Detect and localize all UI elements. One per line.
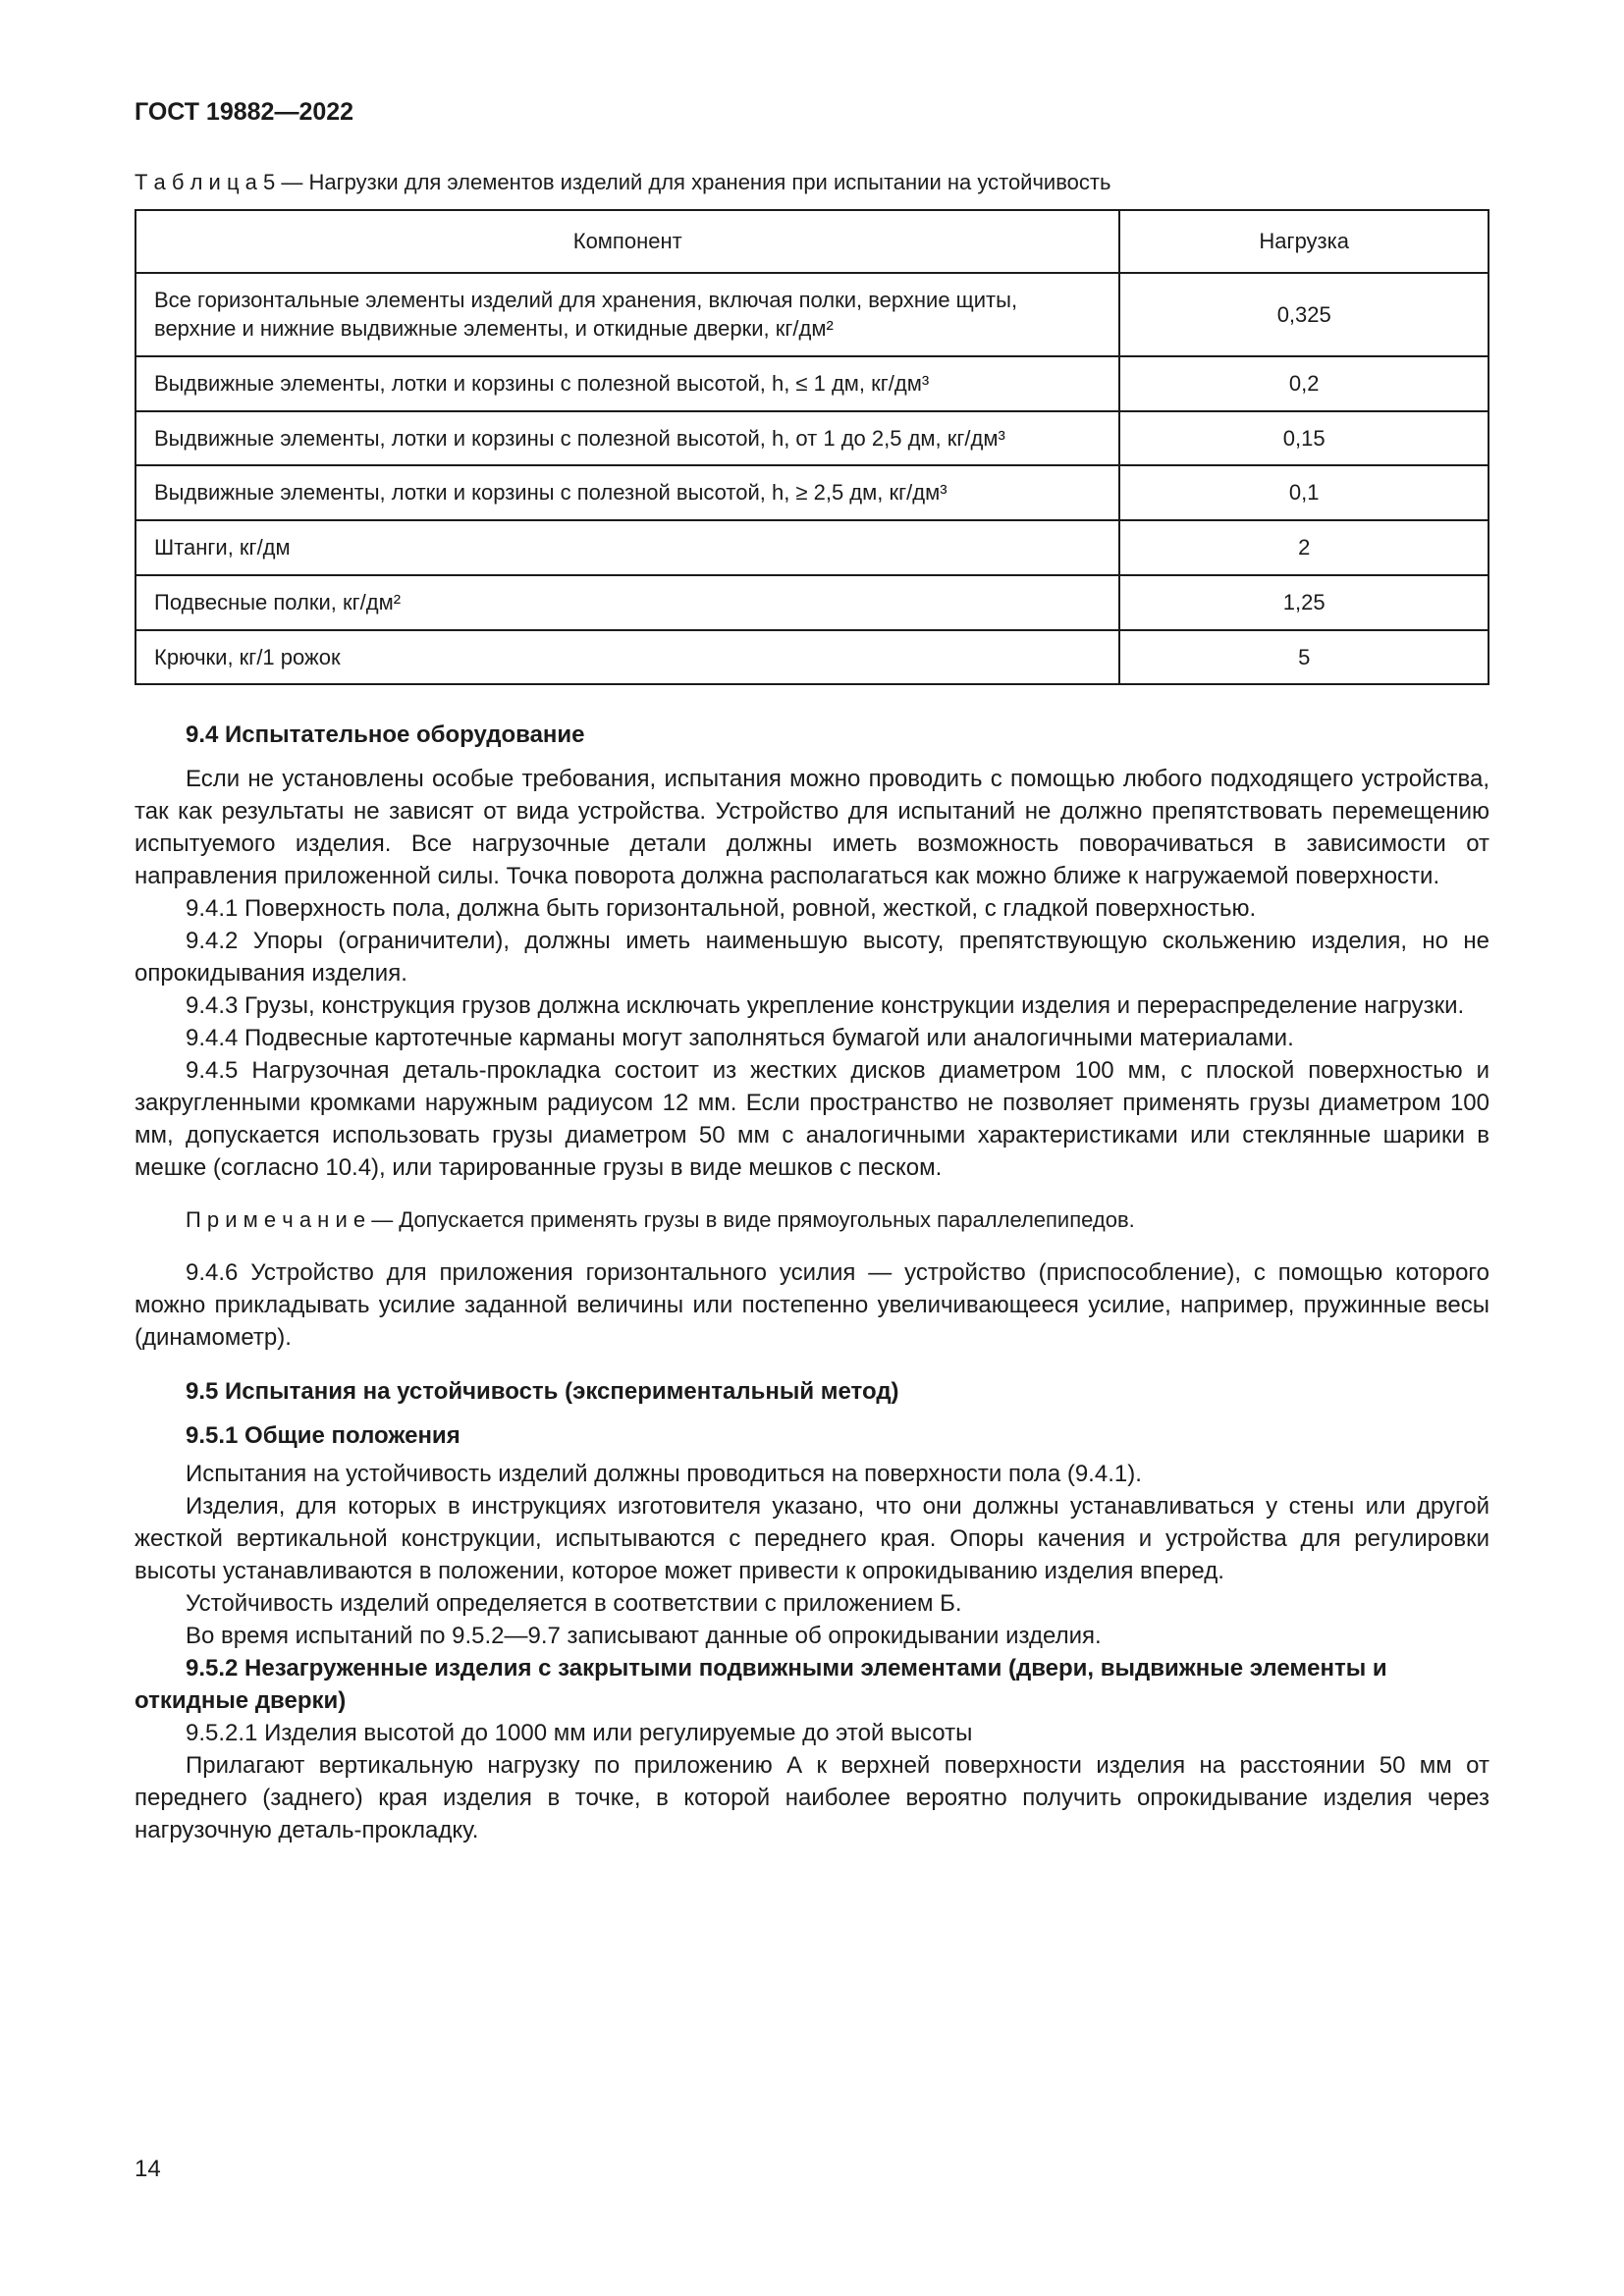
component-cell: Выдвижные элементы, лотки и корзины с полезной высотой, h, от 1 до 2,5 дм, кг/дм³ xyxy=(135,411,1119,466)
section-heading-9-5-1: 9.5.1 Общие положения xyxy=(186,1422,460,1450)
paragraph-9-4-intro: Если не установлены особые требования, испытания можно проводить с помощью любого подходящего устройства, так как результаты не зависят от вида устройства. Устройство для испытаний не должно препятствовать перемещению испытуемого изделия. Все нагрузочные детали должны иметь возможность поворачиваться в зависимости от направления приложенной силы. Точка поворота должна располагаться как можно ближе к нагружаемой поверхности. xyxy=(135,766,1489,890)
section-heading-9-4: 9.4 Испытательное оборудование xyxy=(186,721,585,749)
paragraph-9-4-3: 9.4.3 Грузы, конструкция грузов должна исключать укрепление конструкции изделия и перераспределение нагрузки. xyxy=(186,992,1465,1020)
table-caption: Т а б л и ц а 5 — Нагрузки для элементов изделий для хранения при испытании на устойчивость xyxy=(135,170,1111,194)
component-cell: Выдвижные элементы, лотки и корзины с полезной высотой, h, ≤ 1 дм, кг/дм³ xyxy=(135,356,1119,411)
table-row xyxy=(135,356,1489,411)
paragraph-9-5-1-p2: Изделия, для которых в инструкциях изготовителя указано, что они должны устанавливаться у стены или другой жесткой вертикальной конструкции, испытываются с переднего края. Опоры качения и устройства для регулировки высоты устанавливаются в положении, которое может привести к опрокидыванию изделия вперед. xyxy=(135,1493,1489,1585)
section-heading-9-5: 9.5 Испытания на устойчивость (экспериментальный метод) xyxy=(186,1378,899,1406)
load-cell: 0,15 xyxy=(1119,411,1489,466)
table-row xyxy=(135,575,1489,630)
table-row xyxy=(135,520,1489,575)
component-cell: Штанги, кг/дм xyxy=(135,520,1119,575)
paragraph-9-5-1-p3: Устойчивость изделий определяется в соответствии с приложением Б. xyxy=(186,1590,962,1618)
paragraph-9-5-1-p1: Испытания на устойчивость изделий должны проводиться на поверхности пола (9.4.1). xyxy=(186,1461,1142,1488)
component-cell: Крючки, кг/1 рожок xyxy=(135,630,1119,685)
loads-table xyxy=(135,209,1489,685)
paragraph-9-4-6: 9.4.6 Устройство для приложения горизонтального усилия — устройство (приспособление), с помощью которого можно прикладывать усилие заданной величины или постепенно увеличивающееся усилие, например, пружинные весы (динамометр). xyxy=(135,1259,1489,1352)
column-header-load: Нагрузка xyxy=(1119,210,1489,273)
table-row xyxy=(135,630,1489,685)
table-row xyxy=(135,411,1489,466)
paragraph-9-5-2-1-p1: Прилагают вертикальную нагрузку по приложению А к верхней поверхности изделия на расстоянии 50 мм от переднего (заднего) края изделия в точке, в которой наиболее вероятно получить опрокидывание изделия через нагрузочную деталь-прокладку. xyxy=(135,1752,1489,1844)
component-cell: Все горизонтальные элементы изделий для хранения, включая полки, верхние щиты, верхние и нижние выдвижные элементы, и откидные дверки, кг/дм² xyxy=(135,273,1119,356)
paragraph-9-5-1-p4: Во время испытаний по 9.5.2—9.7 записывают данные об опрокидывании изделия. xyxy=(186,1623,1102,1650)
column-header-component: Компонент xyxy=(135,210,1119,273)
component-cell: Подвесные полки, кг/дм² xyxy=(135,575,1119,630)
page-number: 14 xyxy=(135,2156,161,2182)
paragraph-9-4-1: 9.4.1 Поверхность пола, должна быть горизонтальной, ровной, жесткой, с гладкой поверхностью. xyxy=(186,895,1257,923)
paragraph-9-4-4: 9.4.4 Подвесные картотечные карманы могут заполняться бумагой или аналогичными материалами. xyxy=(186,1025,1294,1052)
table-row xyxy=(135,465,1489,520)
load-cell: 0,325 xyxy=(1119,273,1489,356)
component-cell: Выдвижные элементы, лотки и корзины с полезной высотой, h, ≥ 2,5 дм, кг/дм³ xyxy=(135,465,1119,520)
note-paragraph: П р и м е ч а н и е — Допускается применять грузы в виде прямоугольных параллелепипедов. xyxy=(186,1207,1135,1233)
load-cell: 2 xyxy=(1119,520,1489,575)
document-code-header: ГОСТ 19882—2022 xyxy=(135,98,354,126)
load-cell: 1,25 xyxy=(1119,575,1489,630)
paragraph-9-4-5: 9.4.5 Нагрузочная деталь-прокладка состоит из жестких дисков диаметром 100 мм, с плоской поверхностью и закругленными кромками наружным радиусом 12 мм. Если пространство не позволяет применять грузы диаметром 100 мм, допускается использовать грузы диаметром 50 мм с аналогичными характеристиками или стеклянные шарики в мешке (согласно 10.4), или тарированные грузы в виде мешков с песком. xyxy=(135,1057,1489,1182)
load-cell: 0,2 xyxy=(1119,356,1489,411)
section-heading-9-5-2: 9.5.2 Незагруженные изделия с закрытыми подвижными элементами (двери, выдвижные элементы и откидные дверки) xyxy=(135,1655,1387,1715)
load-cell: 0,1 xyxy=(1119,465,1489,520)
table-header-row xyxy=(135,210,1489,273)
document-body xyxy=(135,719,1489,1846)
table-row xyxy=(135,273,1489,356)
load-cell: 5 xyxy=(1119,630,1489,685)
paragraph-9-4-2: 9.4.2 Упоры (ограничители), должны иметь наименьшую высоту, препятствующую скольжению изделия, но не опрокидывания изделия. xyxy=(135,928,1489,988)
paragraph-9-5-2-1-title: 9.5.2.1 Изделия высотой до 1000 мм или регулируемые до этой высоты xyxy=(186,1720,973,1747)
